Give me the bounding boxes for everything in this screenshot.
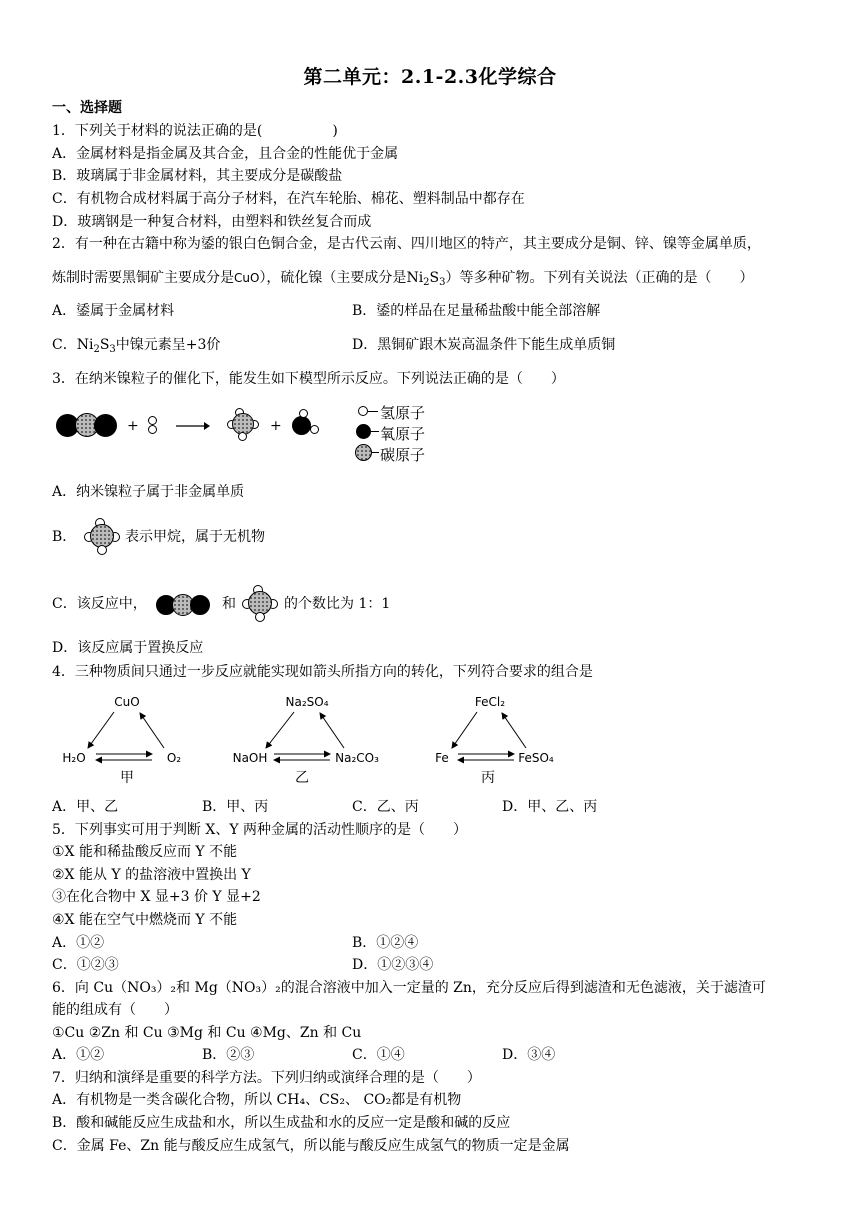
q1-option-c: C．有机物合成材料属于高分子材料，在汽车轮胎、棉花、塑料制品中都存在 [52, 191, 525, 207]
q6-stem-line1: 6．向 Cu（NO₃）₂和 Mg（NO₃）₂的混合溶液中加入一定量的 Zn，充分反应后得到滤渣和无色滤液，关于滤渣可 [52, 980, 766, 996]
diagram-bing [435, 695, 554, 786]
legend-tick [371, 431, 379, 432]
diagram-yi-name: 乙 [295, 770, 309, 786]
section-heading: 一、选择题 [52, 100, 122, 116]
q5-statement-4: ④X 能在空气中燃烧而 Y 不能 [52, 912, 238, 928]
hydrogen-atom [148, 416, 157, 425]
hydrogen-atom [310, 425, 319, 434]
legend-hydrogen-label: 氢原子 [380, 404, 426, 422]
q7-option-a: A．有机物是一类含碳化合物，所以 CH₄、CS₂、 CO₂都是有机物 [52, 1092, 462, 1108]
oxygen-atom [94, 414, 117, 437]
legend-oxygen-label: 氧原子 [380, 425, 426, 443]
q3-option-a: A．纳米镍粒子属于非金属单质 [52, 484, 245, 500]
q3-stem: 3．在纳米镍粒子的催化下，能发生如下模型所示反应。下列说法正确的是（ ） [52, 371, 565, 387]
q6-option-d: D．③④ [502, 1047, 556, 1063]
q5-option-a: A．①② [52, 935, 105, 951]
q5-option-b: B．①②④ [352, 935, 419, 951]
q6-option-a: A．①② [52, 1047, 105, 1063]
q5-option-d: D．①②③④ [352, 957, 434, 973]
q3-option-c-text: 的个数比为 1：1 [284, 596, 391, 612]
q1-option-d: D．玻璃钢是一种复合材料，由塑料和铁丝复合而成 [52, 214, 372, 230]
q4-stem: 4．三种物质间只通过一步反应就能实现如箭头所指方向的转化，下列符合要求的组合是 [52, 664, 593, 680]
q6-options [52, 1045, 652, 1065]
plus-sign: + [127, 418, 139, 434]
q2-stem-line2: 炼制时需要黑铜矿主要成分是CuO），硫化镍（主要成分是$Ni_2S_3$）等多种矿物。下列有关说法（正确的是（ ） [52, 270, 754, 288]
diagram-jia-top: CuO [114, 695, 140, 709]
q4-option-b: B．甲、丙 [202, 799, 269, 815]
diagram-jia-name: 甲 [120, 770, 134, 786]
q6-option-b: B．②③ [202, 1047, 255, 1063]
q5-statement-2: ②X 能从 Y 的盐溶液中置换出 Y [52, 867, 251, 883]
diagram-bing-right: FeSO₄ [518, 751, 554, 765]
q4-options [52, 797, 652, 817]
q2-option-a: A．鋈属于金属材料 [52, 303, 175, 319]
q1-option-a: A．金属材料是指金属及其合金，且合金的性能优于金属 [52, 146, 399, 162]
diagram-yi [233, 695, 379, 786]
hydrogen-atom [299, 409, 308, 418]
legend-carbon-label: 碳原子 [380, 446, 426, 464]
q3-option-b-label: B． [52, 529, 77, 545]
hydrogen-atom [238, 432, 247, 441]
q7-option-b: B．酸和碱能反应生成盐和水，所以生成盐和水的反应一定是酸和碱的反应 [52, 1115, 511, 1131]
q3-option-b-text: 表示甲烷，属于无机物 [125, 529, 265, 545]
q6-stem-line2: 能的组成有（ ） [52, 1002, 178, 1018]
q3-option-d: D．该反应属于置换反应 [52, 640, 204, 656]
diagram-yi-top: Na₂SO₄ [285, 695, 329, 709]
hydrogen-atom [255, 612, 265, 622]
diagram-bing-name: 丙 [481, 770, 495, 786]
diagram-bing-top: FeCl₂ [474, 695, 506, 709]
oxygen-atom [190, 595, 210, 615]
q4-option-c: C．乙、丙 [352, 799, 419, 815]
diagram-yi-left: NaOH [232, 751, 268, 765]
q6-statements: ①Cu ②Zn 和 Cu ③Mg 和 Cu ④Mg、Zn 和 Cu [52, 1025, 362, 1041]
legend-oxygen-icon [356, 424, 371, 439]
q7-stem: 7．归纳和演绎是重要的科学方法。下列归纳或演绎合理的是（ ） [52, 1070, 481, 1086]
q5-option-c: C．①②③ [52, 957, 119, 973]
q4-option-d: D．甲、乙、丙 [502, 799, 598, 815]
hydrogen-atom [97, 545, 107, 555]
legend-hydrogen-icon [358, 406, 368, 416]
page-title: 第二单元：2.1-2.3化学综合 [303, 66, 557, 88]
q3-option-c-label: C．该反应中， [52, 596, 147, 612]
q5-statement-3: ③在化合物中 X 显+3 价 Y 显+2 [52, 889, 261, 905]
q1-stem: 1．下列关于材料的说法正确的是( ) [52, 123, 338, 139]
q5-stem: 5．下列事实可用于判断 X、Y 两种金属的活动性顺序的是（ ） [52, 822, 468, 838]
q6-option-c: C．①④ [352, 1047, 405, 1063]
diagram-jia-left: H₂O [62, 751, 86, 765]
q1-option-b: B．玻璃属于非金属材料，其主要成分是碳酸盐 [52, 168, 343, 184]
legend-tick [368, 411, 378, 412]
plus-sign: + [270, 418, 282, 434]
q7-option-c: C．金属 Fe、Zn 能与酸反应生成氢气，所以能与酸反应生成氢气的物质一定是金属 [52, 1138, 570, 1154]
diagram-jia-right: O₂ [166, 751, 182, 765]
conversion-diagrams [52, 688, 572, 790]
legend-carbon-icon [355, 444, 372, 461]
q2-stem-line1: 2．有一种在古籍中称为鋈的银白色铜合金，是古代云南、四川地区的特产，其主要成分是铜、锌、镍等金属单质， [52, 236, 761, 252]
legend-tick [372, 452, 379, 453]
q2-option-d: D．黑铜矿跟木炭高温条件下能生成单质铜 [352, 337, 616, 353]
reaction-arrow-icon [176, 420, 210, 432]
diagram-bing-left: Fe [435, 751, 449, 765]
diagram-yi-right: Na₂CO₃ [335, 751, 379, 765]
diagram-jia [62, 695, 181, 786]
hydrogen-atom [148, 425, 157, 434]
oxygen-atom [292, 416, 311, 435]
q2-option-b: B．鋈的样品在足量稀盐酸中能全部溶解 [352, 303, 601, 319]
q5-statement-1: ①X 能和稀盐酸反应而 Y 不能 [52, 844, 238, 860]
q3-option-c-and: 和 [222, 596, 236, 612]
q4-option-a: A．甲、乙 [52, 799, 119, 815]
q2-option-c: C．$Ni_2S_3$中镍元素呈+3价 [52, 337, 221, 355]
